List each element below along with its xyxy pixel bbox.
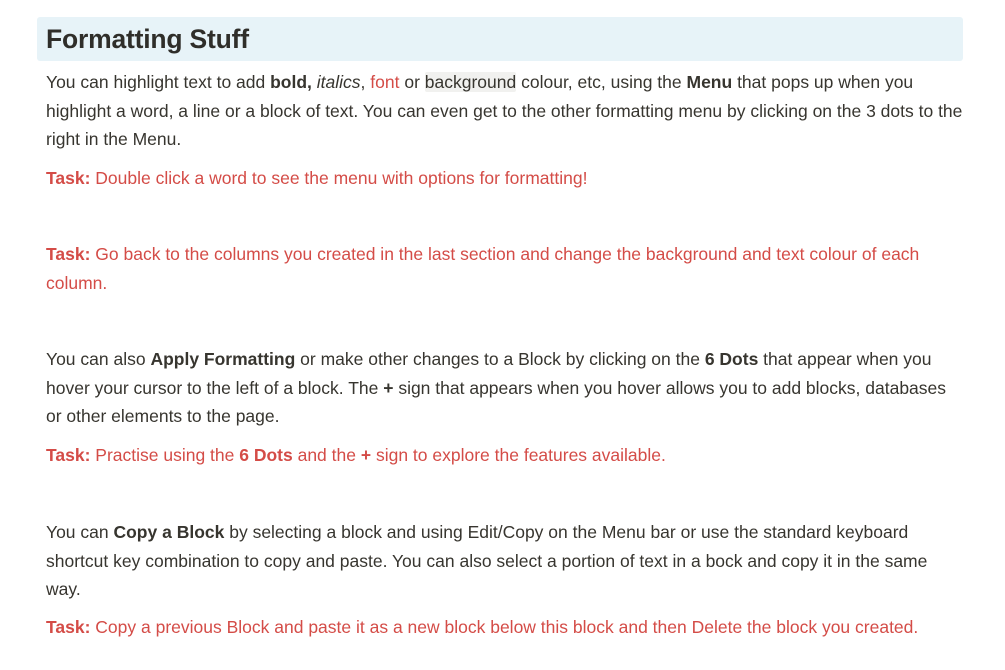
p1-text-1: You can highlight text to add — [46, 72, 271, 92]
task-1[interactable] — [46, 164, 966, 193]
task-2-text: Go back to the columns you created in the last section and change the background and text colour of each column. — [46, 244, 920, 293]
p3-copy-block: Copy a Block — [113, 522, 225, 542]
p1-menu-word: Menu — [686, 72, 733, 92]
task-2-label: Task: — [46, 244, 91, 264]
formatting-paragraph[interactable] — [46, 345, 966, 431]
p1-background-word: background — [424, 72, 517, 92]
task-3[interactable] — [46, 441, 966, 470]
p3-text-2: by selecting a block and using Edit/Copy on the Menu bar or use the standard keyboard shortcut key combination to copy and paste. You can also select a portion of text in a bock and copy it in the same way. — [46, 522, 928, 600]
task-1-label: Task: — [46, 168, 91, 188]
p2-plus-sign: + — [383, 377, 394, 398]
section-heading: Formatting Stuff — [46, 23, 249, 54]
p1-text-6: that pops up when you highlight a word, a line or a block of text. You can even get to the other formatting menu by clicking on the 3 dots to the right in the Menu. — [46, 72, 963, 150]
task-1-text: Double click a word to see the menu with options for formatting! — [90, 168, 588, 188]
task-2[interactable] — [46, 240, 966, 297]
task-3-text-1: Practise using the — [90, 445, 240, 465]
p2-text-1: You can also — [46, 349, 151, 369]
task-4-label: Task: — [46, 617, 91, 637]
task-4-text: Copy a previous Block and paste it as a new block below this block and then Delete the block you created. — [90, 617, 919, 637]
p3-text-1: You can — [46, 522, 114, 542]
p2-text-3: that appear when you hover your cursor to the left of a block. The — [46, 349, 932, 398]
copy-paragraph[interactable] — [46, 518, 966, 604]
task-3-text-2: and the — [292, 445, 361, 465]
p2-six-dots: 6 Dots — [704, 349, 759, 369]
p2-text-2: or make other changes to a Block by clicking on the — [295, 349, 705, 369]
p2-apply-formatting: Apply Formatting — [150, 349, 296, 369]
p1-text-4: or — [399, 72, 425, 92]
task-3-label: Task: — [46, 445, 91, 465]
task-4[interactable] — [46, 613, 966, 642]
task-3-six-dots: 6 Dots — [239, 445, 293, 465]
task-3-plus-sign: + — [360, 445, 372, 465]
p1-text-5: colour, etc, using the — [516, 72, 687, 92]
p1-bold-word: bold, — [270, 72, 312, 92]
p1-italics-word: italics — [316, 72, 361, 92]
p1-text-3: , — [360, 72, 371, 92]
p1-font-word: font — [370, 72, 400, 92]
intro-paragraph[interactable] — [46, 68, 966, 154]
task-3-text-3: sign to explore the features available. — [371, 445, 666, 465]
p2-text-4: sign that appears when you hover allows you to add blocks, databases or other elements to the page. — [46, 377, 947, 427]
heading-block[interactable] — [37, 17, 963, 61]
